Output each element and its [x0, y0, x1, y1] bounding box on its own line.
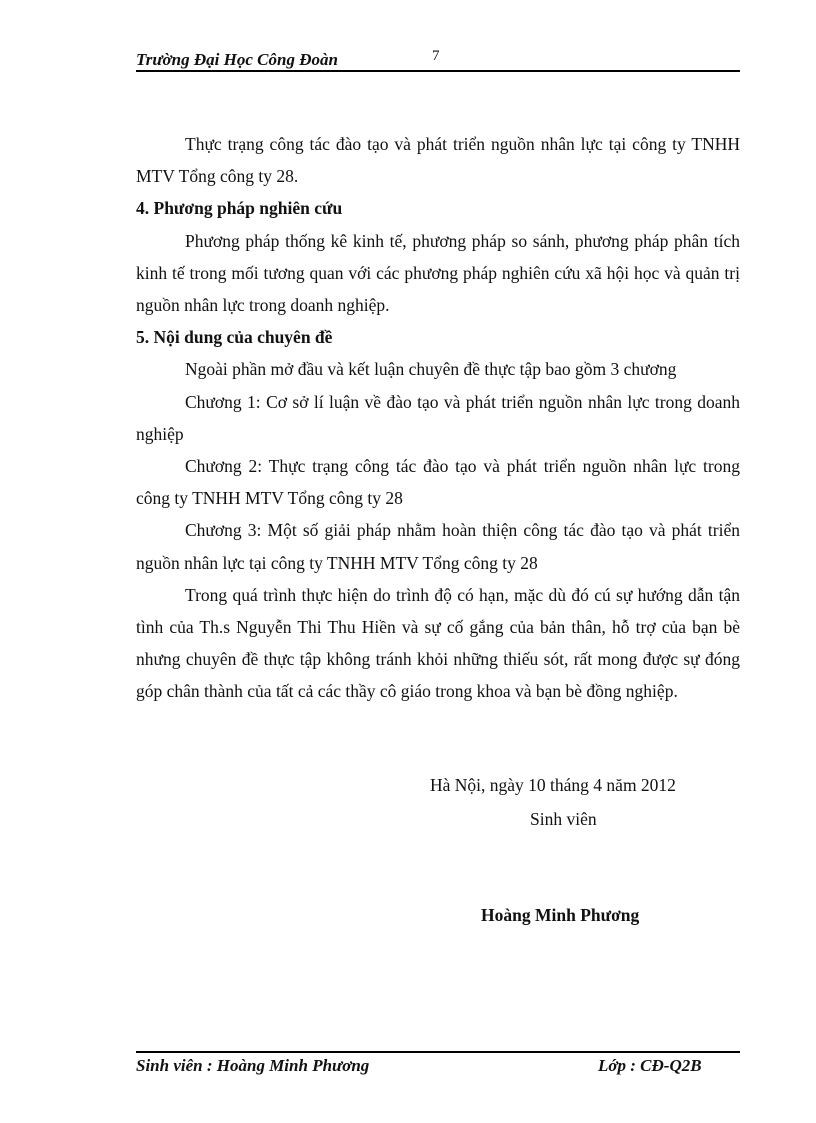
paragraph-chapter-2: Chương 2: Thực trạng công tác đào tạo và phát triển nguồn nhân lực trong công ty TNHH MTV Tổng công ty 28: [136, 456, 740, 509]
paragraph-2: Phương pháp thống kê kinh tế, phương pháp so sánh, phương pháp phân tích kinh tế trong mối tương quan với các phương pháp nghiên cứu xã hội học và quản trị nguồn nhân lực trong doanh nghiệp.: [136, 230, 740, 316]
paragraph-1: Thực trạng công tác đào tạo và phát triển nguồn nhân lực tại công ty TNHH MTV Tổng công ty 28.: [136, 134, 740, 187]
header-page-number: 7: [432, 48, 440, 64]
signature-name: Hoàng Minh Phương: [481, 905, 640, 925]
document-body: [136, 128, 740, 708]
paragraph-chapter-1: Chương 1: Cơ sở lí luận về đào tạo và phát triển nguồn nhân lực trong doanh nghiệp: [136, 391, 740, 444]
footer-student: Sinh viên : Hoàng Minh Phương: [136, 1056, 370, 1075]
signature-place-date: Hà Nội, ngày 10 tháng 4 năm 2012: [430, 775, 676, 795]
footer-class: Lớp : CĐ-Q2B: [598, 1056, 702, 1075]
page-header: [136, 48, 740, 70]
section-heading-5: 5. Nội dung của chuyên đề: [136, 327, 333, 348]
signature-role: Sinh viên: [530, 809, 597, 829]
paragraph-chapter-3: Chương 3: Một số giải pháp nhằm hoàn thiện công tác đào tạo và phát triển nguồn nhân lực tại công ty TNHH MTV Tổng công ty 28: [136, 520, 740, 573]
section-heading-4: 4. Phương pháp nghiên cứu: [136, 198, 343, 219]
paragraph-acknowledgement: Trong quá trình thực hiện do trình độ có hạn, mặc dù đó cú sự hướng dẫn tận tình của Th.s Nguyễn Thi Thu Hiền và sự cố gắng của bản thân, hỗ trợ của bạn bè nhưng chuyên đề thực tập không tránh khỏi những thiếu sót, rất mong được sự đóng góp chân thành của tất cả các thầy cô giáo trong khoa và bạn bè đồng nghiệp.: [136, 584, 740, 702]
footer-rule: [136, 1051, 740, 1053]
paragraph-3: Ngoài phần mở đầu và kết luận chuyên đề thực tập bao gồm 3 chương: [185, 359, 677, 380]
header-rule: [136, 70, 740, 72]
header-school-name: Trường Đại Học Công Đoàn: [136, 50, 338, 69]
